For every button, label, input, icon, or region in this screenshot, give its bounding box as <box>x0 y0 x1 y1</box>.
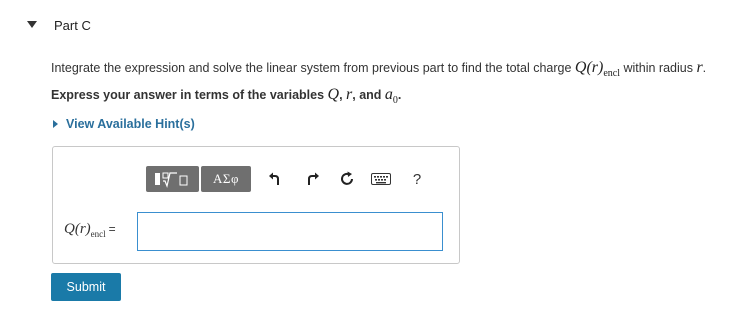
submit-button[interactable]: Submit <box>51 273 121 301</box>
undo-icon[interactable] <box>265 169 285 189</box>
keyboard-icon[interactable] <box>371 169 391 189</box>
part-header[interactable] <box>0 0 755 52</box>
instruction-text-after: within radius <box>620 61 697 75</box>
var-a0-main: a <box>384 86 393 103</box>
instruction-text-end: . <box>702 61 707 75</box>
answer-box <box>52 146 460 264</box>
express-sep1: , <box>339 88 347 102</box>
view-hints-link[interactable] <box>53 117 195 131</box>
charge-symbol-main: Q(r) <box>574 59 604 76</box>
express-text-before: Express your answer in terms of the variables <box>51 88 328 102</box>
answer-label-main: Q(r) <box>64 221 91 237</box>
math-toolbar <box>146 166 427 192</box>
answer-input[interactable] <box>137 212 443 251</box>
reset-icon[interactable] <box>337 169 357 189</box>
help-button[interactable]: ? <box>412 170 422 188</box>
part-title[interactable]: Part C <box>54 18 91 33</box>
charge-symbol-subscript: encl <box>603 68 620 80</box>
symbols-button[interactable]: ΑΣφ <box>201 166 251 192</box>
instruction-text-before: Integrate the expression and solve the linear system from previous part to find the total charge <box>51 61 575 75</box>
redo-icon[interactable] <box>303 169 323 189</box>
equals-sign: = <box>108 222 116 236</box>
var-r: r <box>346 86 353 103</box>
toolbar-button-group <box>146 166 251 192</box>
answer-label <box>64 221 116 239</box>
express-answer-text <box>51 86 401 106</box>
instruction-text <box>51 59 706 79</box>
var-a0-subscript: 0 <box>392 95 398 107</box>
charge-symbol <box>574 59 620 80</box>
var-Q: Q <box>327 86 340 103</box>
radius-symbol: r <box>696 59 703 76</box>
sqrt-template-icon <box>154 170 192 188</box>
templates-button[interactable] <box>146 166 199 192</box>
answer-label-subscript: encl <box>90 229 106 239</box>
express-text-end: . <box>397 88 402 102</box>
hint-expand-icon <box>53 120 58 128</box>
var-a0 <box>384 86 398 107</box>
collapse-arrow-icon[interactable] <box>27 21 37 28</box>
view-hints-label[interactable]: View Available Hint(s) <box>66 117 195 131</box>
express-sep2: , and <box>352 88 385 102</box>
